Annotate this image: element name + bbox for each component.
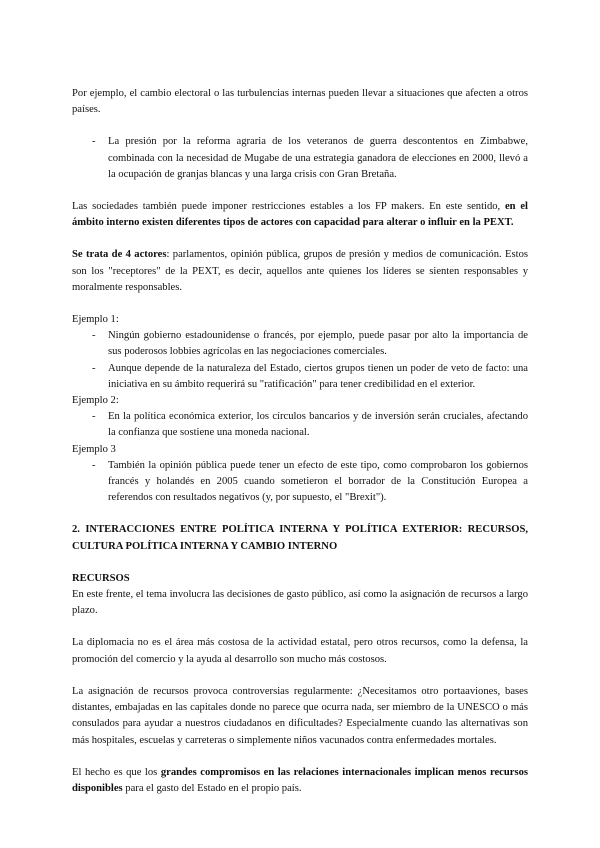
- example-1-label: Ejemplo 1:: [72, 314, 119, 326]
- dash-bullet-icon: -: [92, 136, 96, 148]
- paragraph-text: Las sociedades también puede imponer restricciones estables a los FP makers. En este sentido,: [72, 201, 505, 213]
- example-2-label: Ejemplo 2:: [72, 395, 119, 407]
- paragraph-actors: [72, 247, 528, 296]
- example-1-list: [72, 328, 528, 393]
- list-item-text: Ningún gobierno estadounidense o francés, por ejemplo, puede pasar por alto la importancia de sus poderosos lobbies agrícolas en las negociaciones comerciales.: [108, 330, 528, 358]
- list-item: [72, 409, 528, 441]
- section-heading: 2. INTERACCIONES ENTRE POLÍTICA INTERNA Y POLÍTICA EXTERIOR: RECURSOS, CULTURA POLÍTICA INTERNA Y CAMBIO INTERNO: [72, 524, 528, 552]
- paragraph-bold-text: en el ámbito interno existen diferentes tipos de actores con capacidad para alterar o influir en la PEXT.: [72, 201, 528, 229]
- list-item: [72, 328, 528, 360]
- paragraph-diplomacy-cost: La diplomacia no es el área más costosa de la actividad estatal, pero otros recursos, como la defensa, la promoción del comercio y la ayuda al desarrollo son mucho más costosos.: [72, 637, 528, 665]
- list-item-text: Aunque depende de la naturaleza del Estado, ciertos grupos tienen un poder de veto de facto: una iniciativa en su ámbito requerirá su "ratificación" para tener credibilidad en el exterior.: [108, 362, 528, 390]
- paragraph-resource-allocation: La asignación de recursos provoca controversias regularmente: ¿Necesitamos otro portaaviones, bases distantes, embajadas en las capitales donde no parece que ocurra nada, ser miembro de la UNESCO o más consulados para ayudar a nuestros ciudadanos en dificultades? Especialmente cuando las alternativas son más hospitales, escuelas y carreteras o simplemente niños vacunados contra enfermedades mortales.: [72, 685, 528, 746]
- document-page: [72, 86, 528, 797]
- paragraph-public-spending: En este frente, el tema involucra las decisiones de gasto público, así como la asignación de recursos a largo plazo.: [72, 589, 528, 617]
- paragraph-text: El hecho es que los: [72, 766, 161, 778]
- list-item-text: También la opinión pública puede tener un efecto de este tipo, como comprobaron los gobiernos francés y holandés en 2005 cuando sometieron el borrador de la Constitución Europea a referendos con resultados negativos (y, por supuesto, el "Brexit").: [108, 459, 528, 504]
- bullet-list-zimbabwe: [72, 134, 528, 183]
- example-3-list: [72, 458, 528, 507]
- list-item: [72, 458, 528, 507]
- list-item: [72, 134, 528, 183]
- paragraph-societies: [72, 199, 528, 231]
- list-item-text: En la política económica exterior, los círculos bancarios y de inversión serán cruciales, afectando la confianza que sostiene una moneda nacional.: [108, 411, 528, 439]
- paragraph-bold-text: grandes compromisos en las relaciones internacionales implican menos recursos disponibles: [72, 766, 529, 794]
- list-item: [72, 361, 528, 393]
- paragraph-text: para el gasto del Estado en el propio país.: [122, 782, 302, 794]
- paragraph-intro: Por ejemplo, el cambio electoral o las turbulencias internas pueden llevar a situaciones que afecten a otros países.: [72, 88, 528, 116]
- dash-bullet-icon: -: [92, 411, 96, 423]
- paragraph-text: : parlamentos, opinión pública, grupos de presión y medios de comunicación. Estos son los "receptores" de la PEXT, es decir, aquellos ante quienes los líderes se sienten responsables y moralmente responsables.: [72, 249, 528, 293]
- dash-bullet-icon: -: [92, 459, 96, 471]
- paragraph-commitments: [72, 765, 528, 797]
- dash-bullet-icon: -: [92, 362, 96, 374]
- list-item-text: La presión por la reforma agraria de los veteranos de guerra descontentos en Zimbabwe, combinada con la necesidad de Mugabe de una estrategia ganadora de elecciones en 2000, llevó a la ocupación de granjas blancas y una larga crisis con Gran Bretaña.: [108, 136, 528, 180]
- example-2-list: [72, 409, 528, 441]
- example-3-label: Ejemplo 3: [72, 443, 116, 455]
- paragraph-bold-text: Se trata de 4 actores: [72, 249, 167, 261]
- subsection-heading-recursos: RECURSOS: [72, 572, 130, 584]
- dash-bullet-icon: -: [92, 330, 96, 342]
